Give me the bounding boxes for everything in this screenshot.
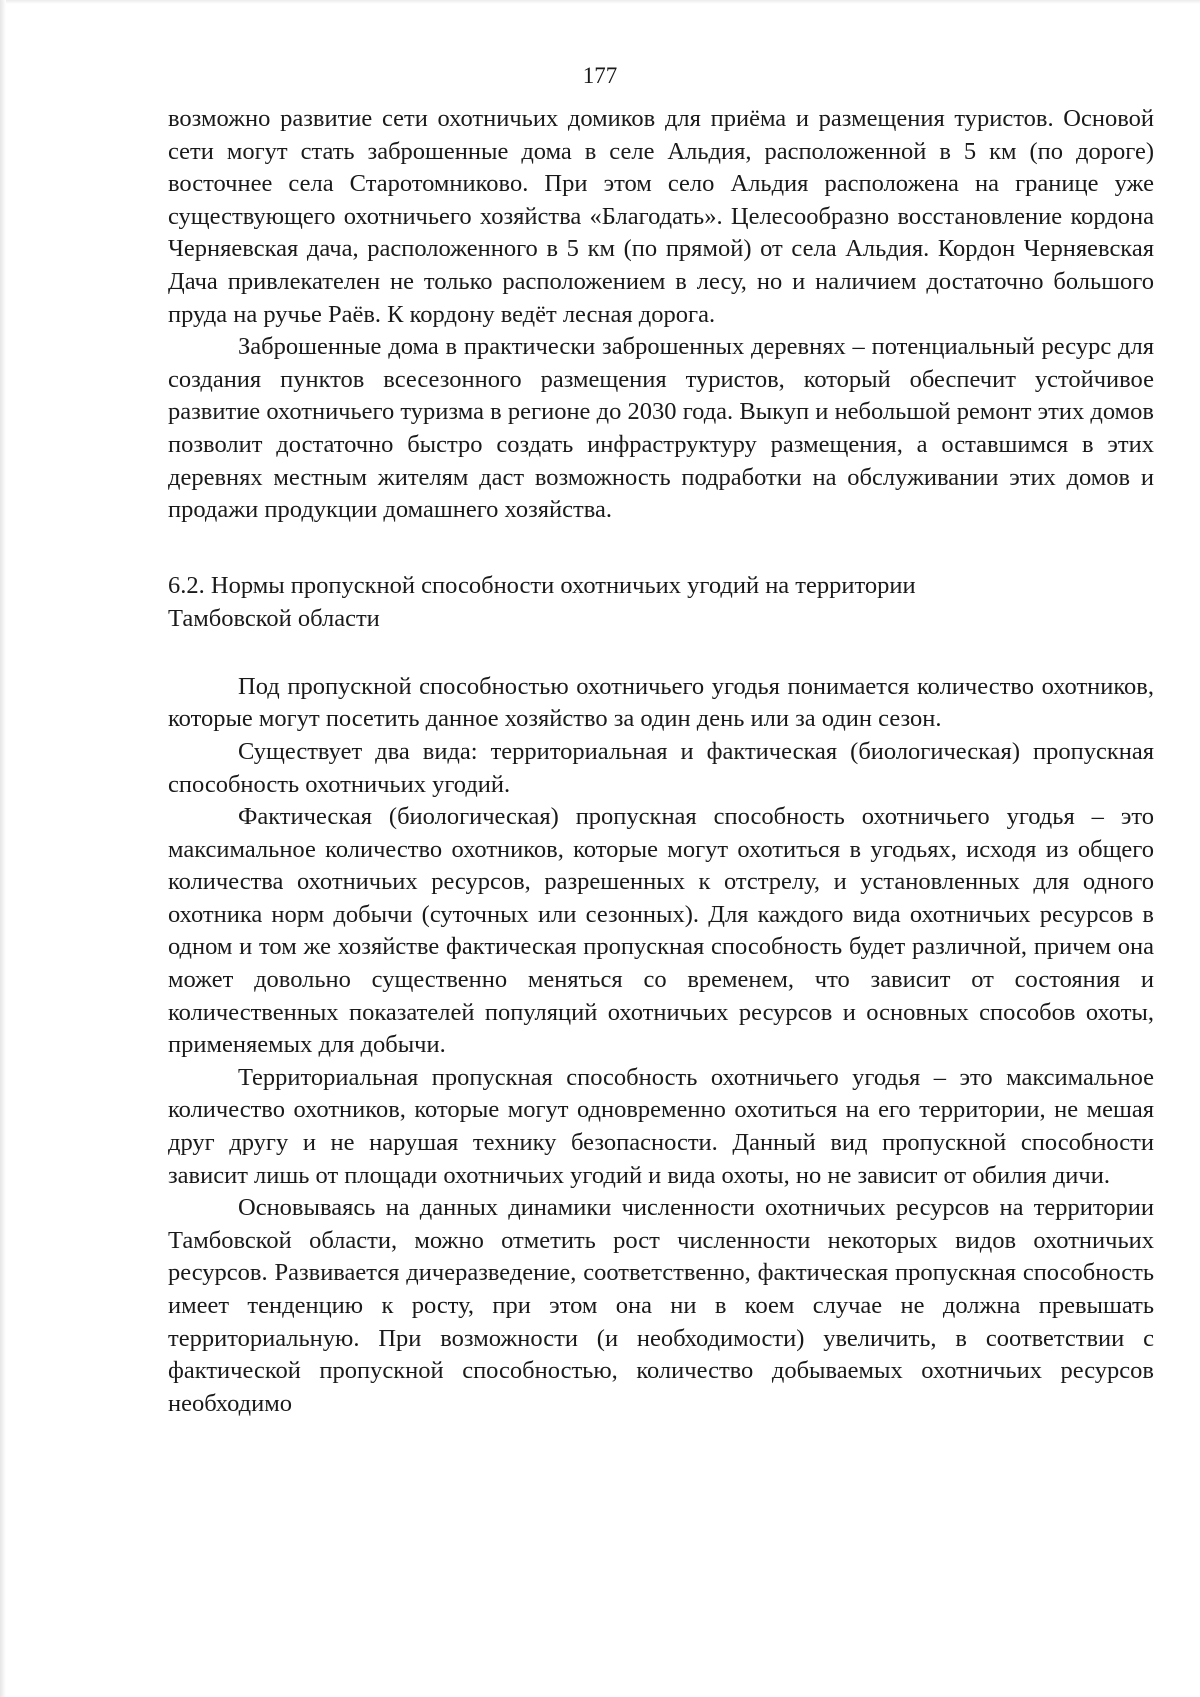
section-heading-line-1: 6.2. Нормы пропускной способности охотничьих угодий на территории xyxy=(168,571,916,599)
section-heading-line-2: Тамбовской области xyxy=(168,604,380,632)
paragraph-continued: возможно развитие сети охотничьих домиков для приёма и размещения туристов. Основой сети могут стать заброшенные дома в селе Альдия, расположенной в 5 км (по дороге) восточнее села Старотомниково. При этом село Альдия расположена на границе уже существующего охотничьего хозяйства «Благодать». Целесообразно восстановление кордона Черняевская дача, расположенного в 5 км (по прямой) от села Альдия. Кордон Черняевская Дача привлекателен не только расположением в лесу, но и наличием достаточно большого пруда на ручье Раёв. К кордону ведёт лесная дорога. xyxy=(168,105,1154,328)
page-number: 177 xyxy=(582,63,618,88)
paragraph-abandoned-houses: Заброшенные дома в практически заброшенных деревнях – потенциальный ресурс для создания пунктов всесезонного размещения туристов, который обеспечит устойчивое развитие охотничьего туризма в регионе до 2030 года. Выкуп и небольшой ремонт этих домов позволит достаточно быстро создать инфраструктуру размещения, а оставшимся в этих деревнях местным жителям даст возможность подработки на обслуживании этих домов и продажи продукции домашнего хозяйства. xyxy=(168,333,1154,524)
section-heading xyxy=(168,527,1154,671)
document-body xyxy=(168,103,1154,1420)
paragraph-territorial-capacity: Территориальная пропускная способность охотничьего угодья – это максимальное количество охотников, которые могут одновременно охотиться на его территории, не мешая друг другу и не нарушая технику безопасности. Данный вид пропускной способности зависит лишь от площади охотничьих угодий и вида охоты, но не зависит от обилия дичи. xyxy=(168,1063,1154,1189)
paragraph-two-types: Существует два вида: территориальная и фактическая (биологическая) пропускная способность охотничьих угодий. xyxy=(168,737,1154,798)
scan-left-edge xyxy=(0,0,6,1697)
scan-top-edge xyxy=(0,0,1200,4)
paragraph-actual-capacity: Фактическая (биологическая) пропускная способность охотничьего угодья – это максимальное количество охотников, которые могут охотиться в угодьях, исходя из общего количества охотничьих ресурсов, разрешенных к отстрелу, и установленных для одного охотника норм добычи (суточных или сезонных). Для каждого вида охотничьих ресурсов в одном и том же хозяйстве фактическая пропускная способность будет различной, причем она может довольно существенно меняться со временем, что зависит от состояния и количественных показателей популяций охотничьих ресурсов и основных способов охоты, применяемых для добычи. xyxy=(168,803,1154,1059)
paragraph-dynamics: Основываясь на данных динамики численности охотничьих ресурсов на территории Тамбовской области, можно отметить рост численности некоторых видов охотничьих ресурсов. Развивается дичеразведение, соответственно, фактическая пропускная способность имеет тенденцию к росту, при этом она ни в коем случае не должна превышать территориальную. При возможности (и необходимости) увеличить, в соответствии с фактической пропускной способностью, количество добываемых охотничьих ресурсов необходимо xyxy=(168,1194,1154,1417)
paragraph-definition: Под пропускной способностью охотничьего угодья понимается количество охотников, которые могут посетить данное хозяйство за один день или за один сезон. xyxy=(168,672,1154,733)
